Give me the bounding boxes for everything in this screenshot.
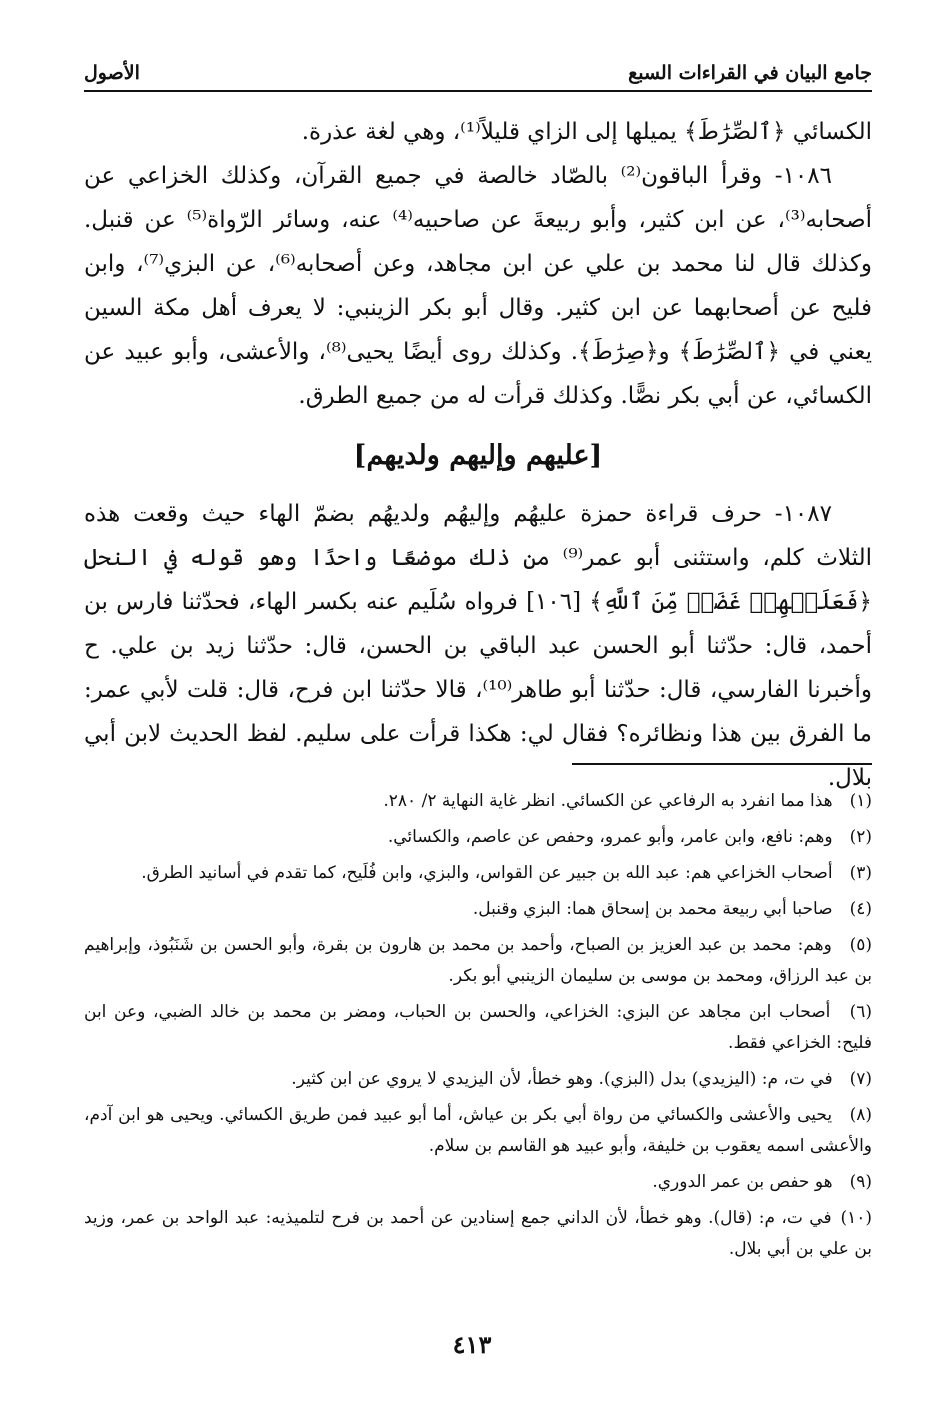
footnote: (٨) يحيى والأعشى والكسائي من رواة أبي بكر بن عياش، أما أبو عبيد فمن طريق الكسائي. ويحيى هو ابن آدم، والأعشى اسمه يعقوب بن خليفة، وأبو عبيد هو القاسم بن سلام. [84,1105,873,1156]
footnote: (٥) وهم: محمد بن عبد العزيز بن الصباح، وأحمد بن محمد بن هارون بن بقرة، وأبو الحسن بن شَنَبُوذ، وإبراهيم بن عبد الرزاق، ومحمد بن موسى بن سليمان الزينبي أبو بكر. [84,935,873,986]
footnote: (٢) وهم: نافع، وابن عامر، وأبو عمرو، وحفص عن عاصم، والكسائي. [387,827,872,847]
footnote: (٤) صاحبا أبي ربيعة محمد بن إسحاق هما: البزي وقنبل. [472,899,872,919]
footnote: (٧) في ت، م: (اليزيدي) بدل (البزي). وهو خطأ، لأن اليزيدي لا يروي عن ابن كثير. [291,1069,872,1089]
footnote: (٣) أصحاب الخزاعي هم: عبد الله بن جبير عن القواس، والبزي، وابن فُلَيح، كما تقدم في أسانيد الطرق. [141,863,872,883]
footnote: (٩) هو حفص بن عمر الدوري. [652,1172,872,1192]
footnote: (١٠) في ت، م: (قال). وهو خطأ، لأن الداني جمع إسنادين عن أحمد بن فرح لتلميذيه: عبد الواحد بن عمر، وزيد بن علي بن أبي بلال. [84,1208,872,1259]
section-heading: [عليهم وإليهم ولديهم] [353,440,603,471]
page-number: ٤١٣ [452,1330,492,1359]
paragraph-1086: ١٠٨٦- وقرأ الباقون⁽²⁾ بالصّاد خالصة في جميع القرآن، وكذلك الخزاعي عن أصحابه⁽³⁾، عن ابن كثير، وأبو ربيعةَ عن صاحبيه⁽⁴⁾ عنه، وسائر الرّواة⁽⁵⁾ عن قنبل. وكذلك قال لنا محمد بن علي عن ابن مجاهد، وعن أصحابه⁽⁶⁾، عن البزي⁽⁷⁾، وابن فليح عن أصحابهما عن ابن كثير. وقال أبو بكر الزينبي: لا يعرف أهل مكة السين يعني في ﴿ٱلصِّرَٰطَ﴾ و﴿صِرَٰطَ﴾. وكذلك روى أيضًا يحيى⁽⁸⁾، والأعشى، وأبو عبيد عن الكسائي، عن أبي بكر نصًّا. وكذلك قرأت له من جميع الطرق. [84,163,873,409]
main-text [84,110,872,800]
paragraph-1: الكسائي ﴿ٱلصِّرَٰطَ﴾ يميلها إلى الزاي قليلاً⁽¹⁾، وهي لغة عذرة. [301,119,872,145]
footnote: (٦) أصحاب ابن مجاهد عن البزي: الخزاعي، والحسن بن الحباب، ومضر بن محمد بن خالد الضبي، وعن ابن فليح: الخزاعي فقط. [84,1002,872,1053]
running-header [84,56,872,92]
footnote-separator [572,763,872,765]
footnotes [84,786,872,1270]
book-title: جامع البيان في القراءات السبع [628,62,872,84]
section-title: الأصول [84,62,140,84]
footnote: (١) هذا مما انفرد به الرفاعي عن الكسائي. انظر غاية النهاية ٢/ ٢٨٠. [383,791,872,811]
paragraph-1087: ١٠٨٧- حرف قراءة حمزة عليهُم وإليهُم ولديهُم بضمّ الهاء حيث وقعت هذه الثلاث كلم، واستثنى أبو عمر⁽⁹⁾ من ذلك موضعًا واحدًا وهو قوله في النحل ﴿فَعَلَيۡهِمۡ غَضَبٞ مِّنَ ٱللَّهِ﴾ [١٠٦] فرواه سُلَيم عنه بكسر الهاء، فحدّثنا فارس بن أحمد، قال: حدّثنا أبو الحسن عبد الباقي بن الحسن، قال: حدّثنا زيد بن علي. ح وأخبرنا الفارسي، قال: حدّثنا أبو طاهر⁽¹⁰⁾، قالا حدّثنا ابن فرح، قال: قلت لأبي عمر: ما الفرق بين هذا ونظائره؟ فقال لي: هكذا قرأت على سليم. لفظ الحديث لابن أبي بلال. [84,501,873,791]
